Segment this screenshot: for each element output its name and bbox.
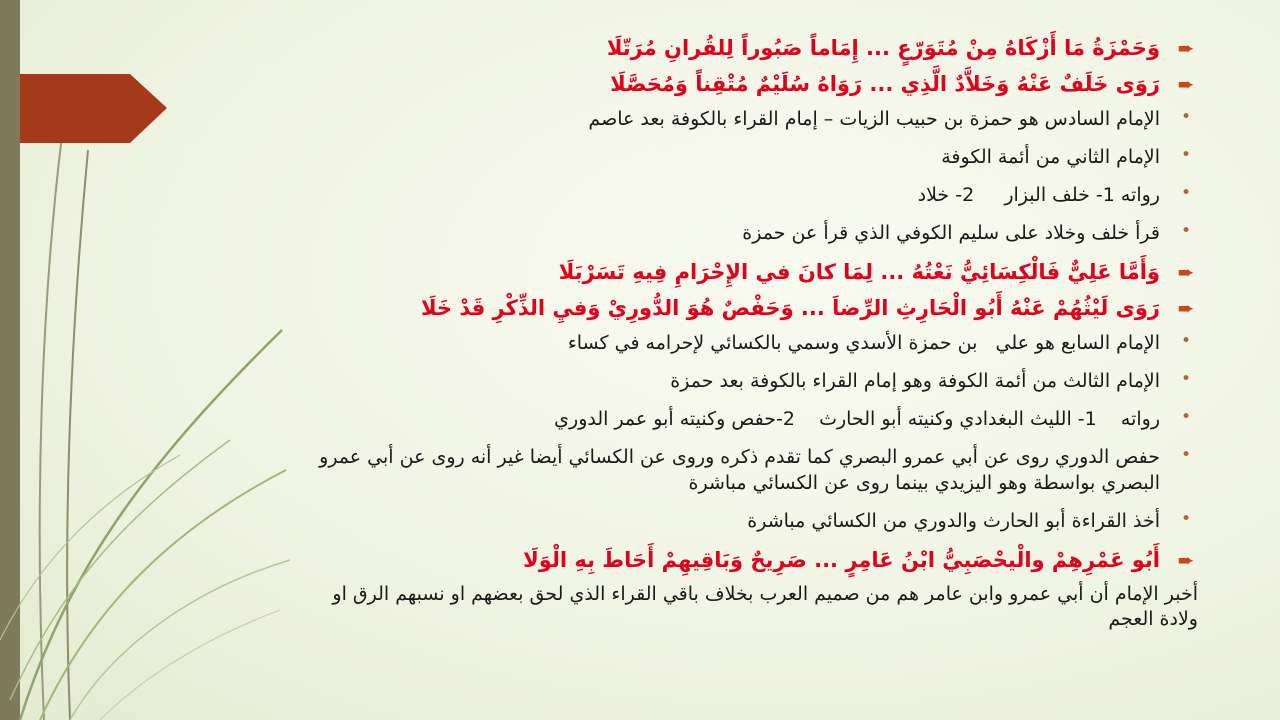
- arrow-bullet-icon: ➨: [1177, 36, 1195, 60]
- footer-paragraph: أخبر الإمام أن أبي عمرو وابن عامر هم من صميم العرب بخلاف باقي القراء الذي لحق بعضهم او نسبهم الرق او ولادة العجم: [332, 583, 1198, 630]
- bullet-text: الإمام الثاني من أئمة الكوفة: [941, 146, 1160, 168]
- bullet-item: [300, 106, 1200, 132]
- bullet-item: [300, 406, 1200, 432]
- verse-text: أَبُو عَمْرِهِمْ والْيحْصَبِيُّ ابْنُ عَامِرٍ ... صَرِيحٌ وَبَاقِيهِمْ أَحَاطَ بِهِ الْوَلَا: [523, 548, 1160, 572]
- bullet-text: الإمام الثالث من أئمة الكوفة وهو إمام القراء بالكوفة بعد حمزة: [670, 370, 1160, 392]
- bullet-item: [300, 220, 1200, 246]
- bullet-item: [300, 144, 1200, 170]
- dot-bullet-icon: •: [1180, 369, 1192, 389]
- bullet-text: رواته 1- خلف البزار 2- خلاد: [917, 184, 1160, 206]
- bullet-item: [300, 368, 1200, 394]
- bullet-item: [300, 182, 1200, 208]
- arrow-bullet-icon: ➨: [1177, 296, 1195, 320]
- dot-bullet-icon: •: [1180, 509, 1192, 529]
- dot-bullet-icon: •: [1180, 331, 1192, 351]
- verse-text: وَأَمَّا عَلِيٌّ فَالْكِسَائِيُّ نَعْتُهُ ... لِمَا كانَ في الإِحْرَامِ فِيهِ تَسَرْبَلَا: [558, 260, 1160, 284]
- verse-text: رَوَى خَلَفٌ عَنْهُ وَخَلاَّدٌ الَّذِي ... رَوَاهُ سُلَيْمٌ مُتْقِناً وَمُحَصَّلَا: [610, 72, 1160, 96]
- verse-line: [300, 70, 1200, 99]
- dot-bullet-icon: •: [1180, 107, 1192, 127]
- verse-line: [300, 546, 1200, 575]
- arrow-bullet-icon: ➨: [1177, 260, 1195, 284]
- dot-bullet-icon: •: [1180, 407, 1192, 427]
- bullet-item: [300, 508, 1200, 534]
- verse-line: [300, 34, 1200, 63]
- slide-content: [300, 34, 1200, 632]
- bullet-text: قرأ خلف وخلاد على سليم الكوفي الذي قرأ عن حمزة: [742, 222, 1160, 244]
- bullet-text: أخذ القراءة أبو الحارث والدوري من الكسائي مباشرة: [747, 510, 1160, 532]
- verse-text: رَوَى لَيْثُهُمْ عَنْهُ أَبُو الْحَارِثِ الرِّضاَ ... وَحَفْصٌ هُوَ الدُّورِيْ وَفيِ الذِّكْرِ قَدْ خَلَا: [420, 296, 1160, 320]
- bullet-item: [300, 330, 1200, 356]
- red-arrow-shape: [20, 74, 167, 143]
- dot-bullet-icon: •: [1180, 445, 1192, 465]
- verse-line: [300, 294, 1200, 323]
- arrow-bullet-icon: ➨: [1177, 72, 1195, 96]
- dot-bullet-icon: •: [1180, 221, 1192, 241]
- arrow-bullet-icon: ➨: [1177, 548, 1195, 572]
- decorative-swoosh-graphic: [0, 0, 300, 720]
- verse-text: وَحَمْزَةُ مَا أَزْكَاهُ مِنْ مُتَوَرّعٍ ... إِمَاماً صَبُوراً لِلقُرانِ مُرَتّلَا: [606, 36, 1160, 60]
- verse-line: [300, 258, 1200, 287]
- bullet-item: [300, 444, 1200, 496]
- dot-bullet-icon: •: [1180, 145, 1192, 165]
- bullet-text: حفص الدوري روى عن أبي عمرو البصري كما تقدم ذكره وروى عن الكسائي أيضا غير أنه روى عن أبي عمرو البصري بواسطة وهو اليزيدي بينما روى عن الكسائي مباشرة: [319, 446, 1160, 494]
- dot-bullet-icon: •: [1180, 183, 1192, 203]
- bullet-text: الإمام السادس هو حمزة بن حبيب الزيات – إمام القراء بالكوفة بعد عاصم: [588, 108, 1160, 130]
- bullet-text: رواته 1- الليث البغدادي وكنيته أبو الحارث 2-حفص وكنيته أبو عمر الدوري: [554, 408, 1160, 430]
- bullet-text: الإمام السابع هو علي بن حمزة الأسدي وسمي بالكسائي لإحرامه في كساء: [567, 332, 1160, 354]
